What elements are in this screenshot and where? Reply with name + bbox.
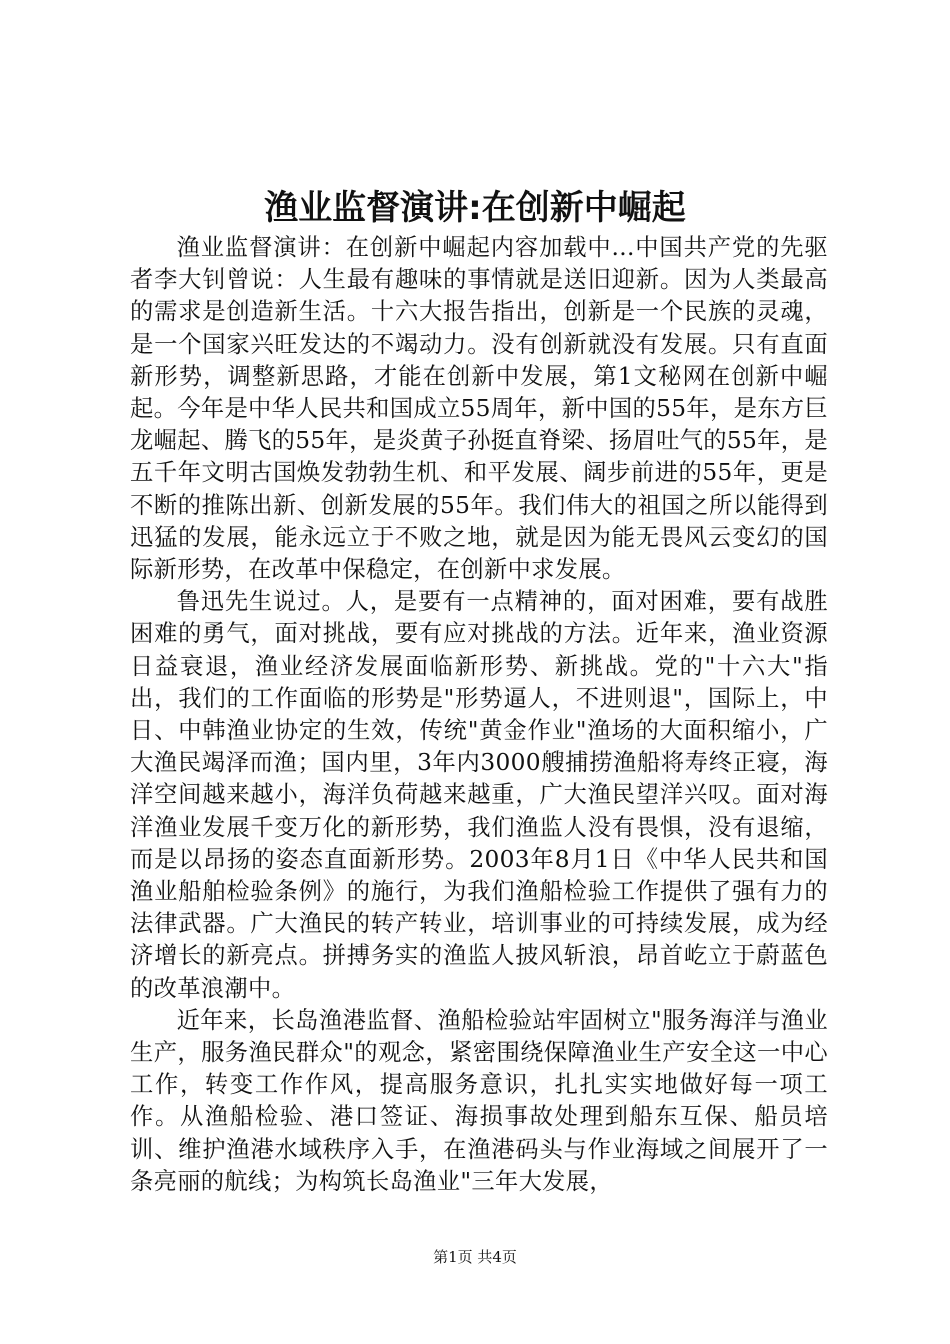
paragraph-3: 近年来，长岛渔港监督、渔船检验站牢固树立"服务海洋与渔业生产，服务渔民群众"的观念，紧密围绕保障渔业生产安全这一中心工作，转变工作作风，提高服务意识，扎扎实实地做好每一项工作。从渔船检验、港口签证、海损事故处理到船东互保、船员培训、维护渔港水域秩序入手，在渔港码头与作业海域之间展开了一条亮丽的航线；为构筑长岛渔业"三年大发展， (130, 1006, 828, 1195)
document-title: 渔业监督演讲:在创新中崛起 (264, 188, 686, 228)
paragraph-1: 渔业监督演讲：在创新中崛起内容加载中...中国共产党的先驱者李大钊曾说：人生最有趣味的事情就是送旧迎新。因为人类最高的需求是创造新生活。十六大报告指出，创新是一个民族的灵魂，是一个国家兴旺发达的不竭动力。没有创新就没有发展。只有直面新形势，调整新思路，才能在创新中发展，第1文秘网在创新中崛起。今年是中华人民共和国成立55周年，新中国的55年，是东方巨龙崛起、腾飞的55年，是炎黄子孙挺直脊梁、扬眉吐气的55年，是五千年文明古国焕发勃勃生机、和平发展、阔步前进的55年，更是不断的推陈出新、创新发展的55年。我们伟大的祖国之所以能得到迅猛的发展，能永远立于不败之地，就是因为能无畏风云变幻的国际新形势，在改革中保稳定，在创新中求发展。 (130, 234, 828, 584)
page-footer: 第1页 共4页 (433, 1248, 517, 1266)
document-body (130, 232, 828, 1198)
paragraph-2: 鲁迅先生说过。人，是要有一点精神的，面对困难，要有战胜困难的勇气，面对挑战，要有应对挑战的方法。近年来，渔业资源日益衰退，渔业经济发展面临新形势、新挑战。党的"十六大"指出，我们的工作面临的形势是"形势逼人，不进则退"，国际上，中日、中韩渔业协定的生效，传统"黄金作业"渔场的大面积缩小，广大渔民竭泽而渔；国内里，3年内3000艘捕捞渔船将寿终正寝，海洋空间越来越小，海洋负荷越来越重，广大渔民望洋兴叹。面对海洋渔业发展千变万化的新形势，我们渔监人没有畏惧，没有退缩，而是以昂扬的姿态直面新形势。2003年8月1日《中华人民共和国渔业船舶检验条例》的施行，为我们渔船检验工作提供了强有力的法律武器。广大渔民的转产转业，培训事业的可持续发展，成为经济增长的新亮点。拼搏务实的渔监人披风斩浪，昂首屹立于蔚蓝色的改革浪潮中。 (130, 588, 828, 1002)
